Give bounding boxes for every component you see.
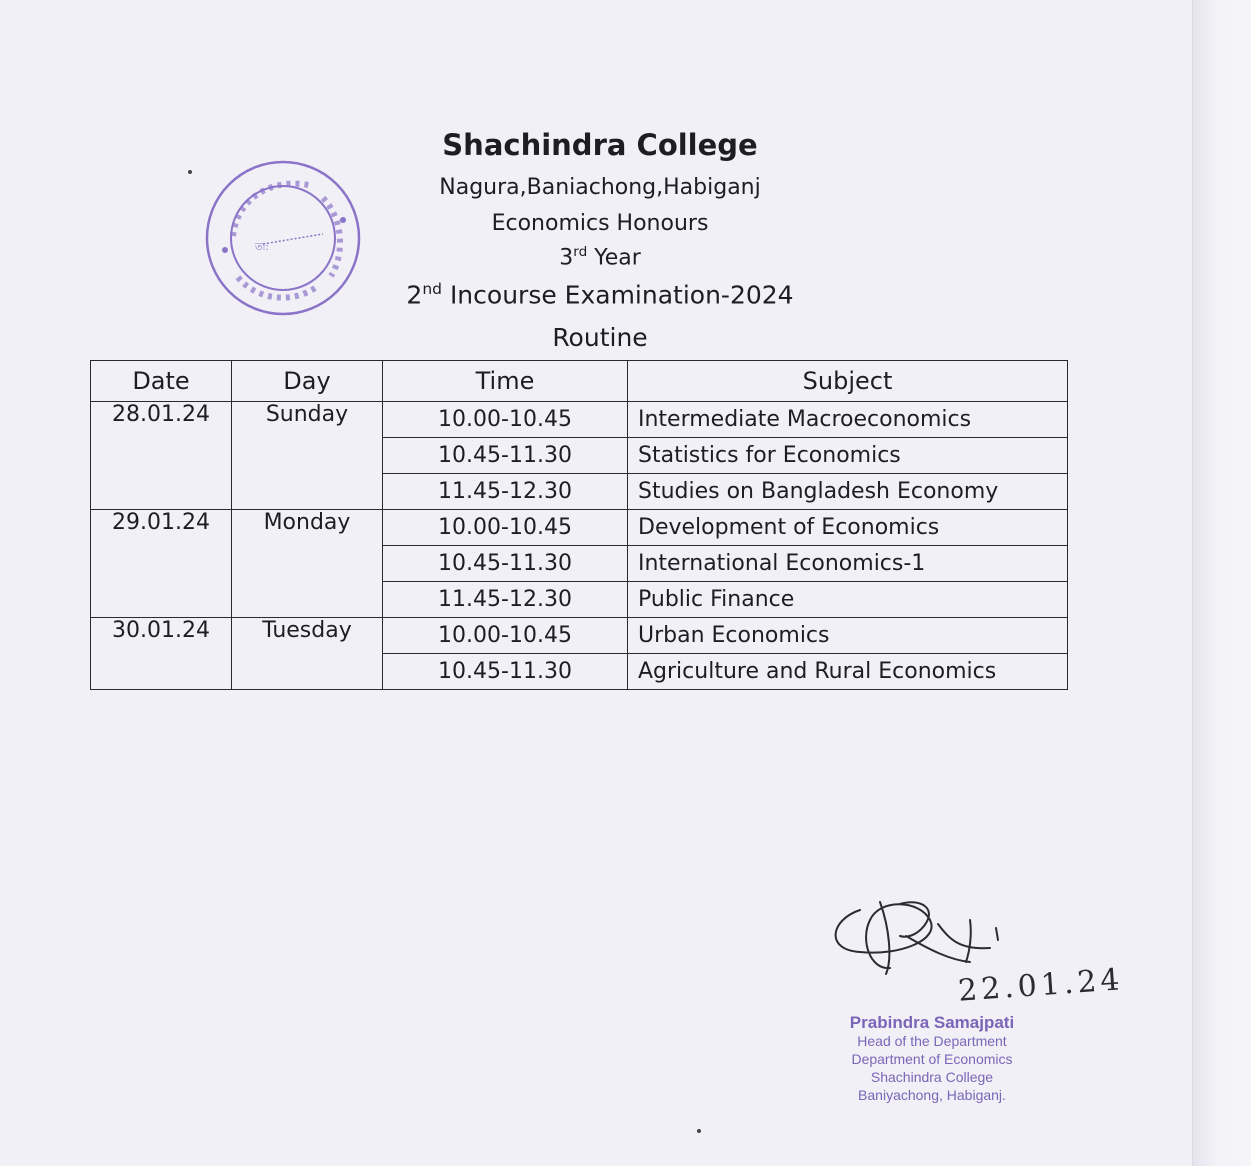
subject-cell: Public Finance xyxy=(628,582,1068,618)
svg-text:তা:: তা: xyxy=(255,242,269,253)
date-cell: 30.01.24 xyxy=(91,618,232,690)
subject-cell: Urban Economics xyxy=(628,618,1068,654)
time-cell: 10.00-10.45 xyxy=(383,402,628,438)
year-word: Year xyxy=(594,245,641,271)
time-cell: 10.00-10.45 xyxy=(383,618,628,654)
table-row xyxy=(91,618,1068,654)
signatory-department: Department of Economics xyxy=(851,1051,1013,1067)
signatory-location: Baniyachong, Habiganj. xyxy=(858,1087,1006,1103)
program-name: Economics Honours xyxy=(491,211,709,236)
exam-title xyxy=(300,280,900,309)
table-row xyxy=(91,510,1068,546)
college-name: Shachindra College xyxy=(442,128,758,162)
time-cell: 11.45-12.30 xyxy=(383,474,628,510)
year-number: 3 xyxy=(559,245,574,271)
speck xyxy=(188,170,192,174)
time-cell: 11.45-12.30 xyxy=(383,582,628,618)
signatory-name: Prabindra Samajpati xyxy=(849,1013,1015,1032)
subject-cell: International Economics-1 xyxy=(628,546,1068,582)
header-date: Date xyxy=(91,361,232,402)
academic-year xyxy=(300,244,900,270)
table-header-row xyxy=(91,361,1068,402)
header-day: Day xyxy=(232,361,383,402)
routine-label: Routine xyxy=(552,323,648,352)
exam-number: 2 xyxy=(406,280,423,310)
time-cell: 10.45-11.30 xyxy=(383,438,628,474)
exam-routine-table xyxy=(90,360,1068,690)
header-subject: Subject xyxy=(628,361,1068,402)
year-suffix: rd xyxy=(573,244,588,260)
subject-cell: Development of Economics xyxy=(628,510,1068,546)
college-address: Nagura,Baniachong,Habiganj xyxy=(439,175,761,200)
time-cell: 10.45-11.30 xyxy=(383,546,628,582)
subject-cell: Statistics for Economics xyxy=(628,438,1068,474)
day-cell: Sunday xyxy=(232,402,383,510)
signatory-college: Shachindra College xyxy=(870,1069,994,1085)
signature-date: 22.01.24 xyxy=(956,962,1125,1009)
table-row xyxy=(91,402,1068,438)
time-cell: 10.45-11.30 xyxy=(383,654,628,690)
date-cell: 28.01.24 xyxy=(91,402,232,510)
signatory-title: Head of the Department xyxy=(857,1033,1007,1049)
subject-cell: Studies on Bangladesh Economy xyxy=(628,474,1068,510)
page-edge xyxy=(1192,0,1251,1166)
day-cell: Tuesday xyxy=(232,618,383,690)
day-cell: Monday xyxy=(232,510,383,618)
subject-cell: Agriculture and Rural Economics xyxy=(628,654,1068,690)
exam-suffix: nd xyxy=(422,280,442,298)
signatory-seal xyxy=(812,1014,1052,1104)
speck xyxy=(697,1129,701,1133)
date-cell: 29.01.24 xyxy=(91,510,232,618)
time-cell: 10.00-10.45 xyxy=(383,510,628,546)
header-time: Time xyxy=(383,361,628,402)
exam-name: Incourse Examination-2024 xyxy=(449,280,794,310)
subject-cell: Intermediate Macroeconomics xyxy=(628,402,1068,438)
